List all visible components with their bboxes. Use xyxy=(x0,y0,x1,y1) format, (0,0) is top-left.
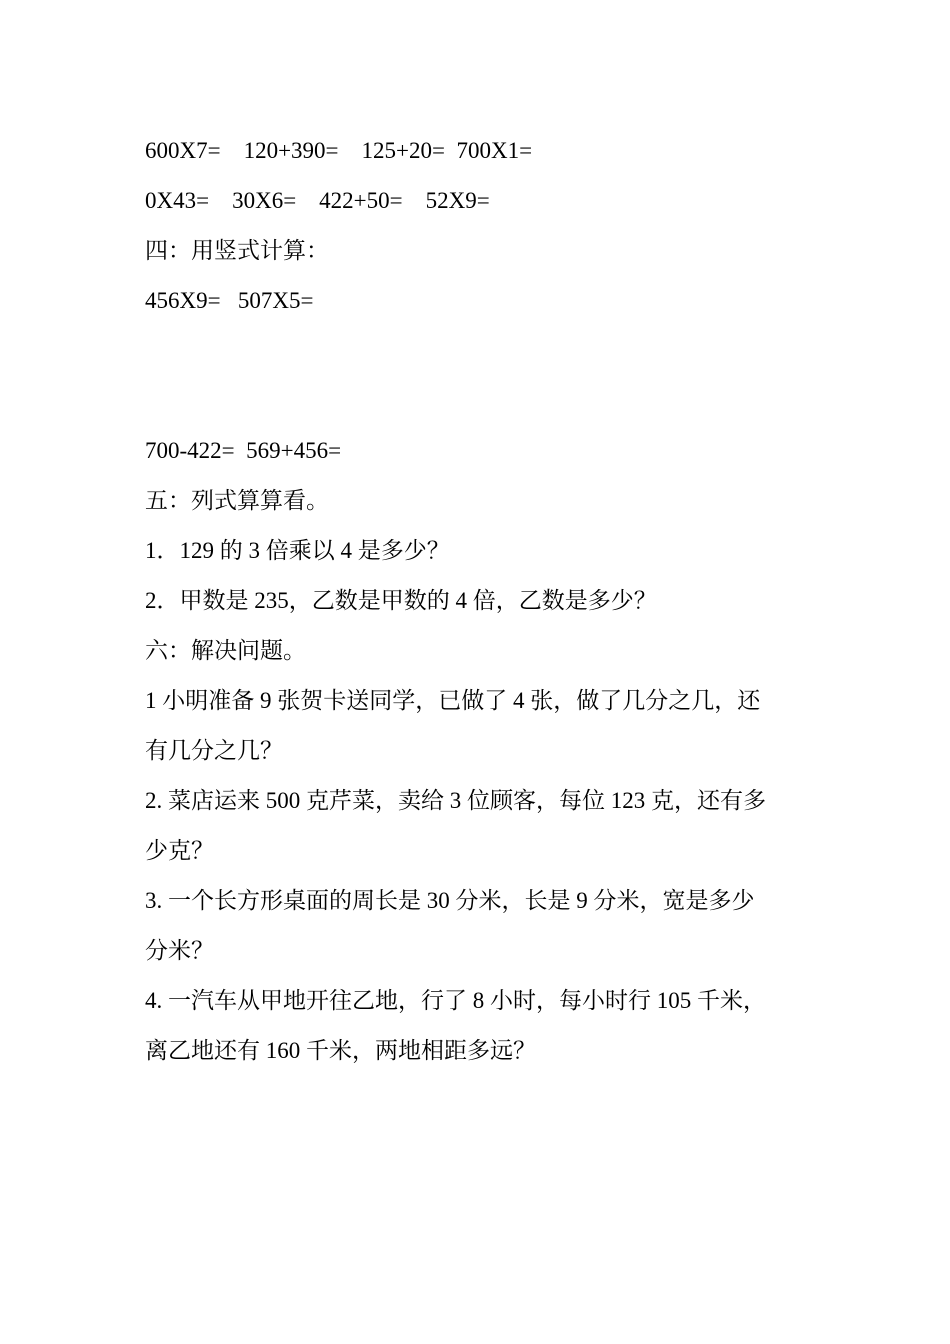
word-problem-3-line-2: 分米？ xyxy=(145,938,214,963)
working-space xyxy=(145,326,815,426)
section-four-heading: 四：用竖式计算： xyxy=(145,238,329,263)
expression-question-1: 1．129 的 3 倍乘以 4 是多少？ xyxy=(145,538,450,563)
vertical-calc-row-1: 456X9= 507X5= xyxy=(145,288,314,313)
word-problem-2-line-2: 少克？ xyxy=(145,838,214,863)
section-six-heading: 六：解决问题。 xyxy=(145,638,306,663)
word-problem-4-line-1: 4. 一汽车从甲地开往乙地，行了 8 小时，每小时行 105 千米， xyxy=(145,988,766,1013)
word-problem-1-line-1: 1 小明准备 9 张贺卡送同学，已做了 4 张，做了几分之几，还 xyxy=(145,688,761,713)
section-five-heading: 五：列式算算看。 xyxy=(145,488,329,513)
document-body xyxy=(145,126,815,1076)
word-problem-2-line-1: 2. 菜店运来 500 克芹菜，卖给 3 位顾客，每位 123 克，还有多 xyxy=(145,788,766,813)
expression-question-2: 2．甲数是 235，乙数是甲数的 4 倍，乙数是多少？ xyxy=(145,588,657,613)
oral-arithmetic-row-2: 0X43= 30X6= 422+50= 52X9= xyxy=(145,188,490,213)
word-problem-1-line-2: 有几分之几？ xyxy=(145,738,283,763)
vertical-calc-row-2: 700-422= 569+456= xyxy=(145,438,342,463)
oral-arithmetic-row-1: 600X7= 120+390= 125+20= 700X1= xyxy=(145,138,533,163)
word-problem-4-line-2: 离乙地还有 160 千米，两地相距多远？ xyxy=(145,1038,536,1063)
word-problem-3-line-1: 3. 一个长方形桌面的周长是 30 分米，长是 9 分米，宽是多少 xyxy=(145,888,755,913)
